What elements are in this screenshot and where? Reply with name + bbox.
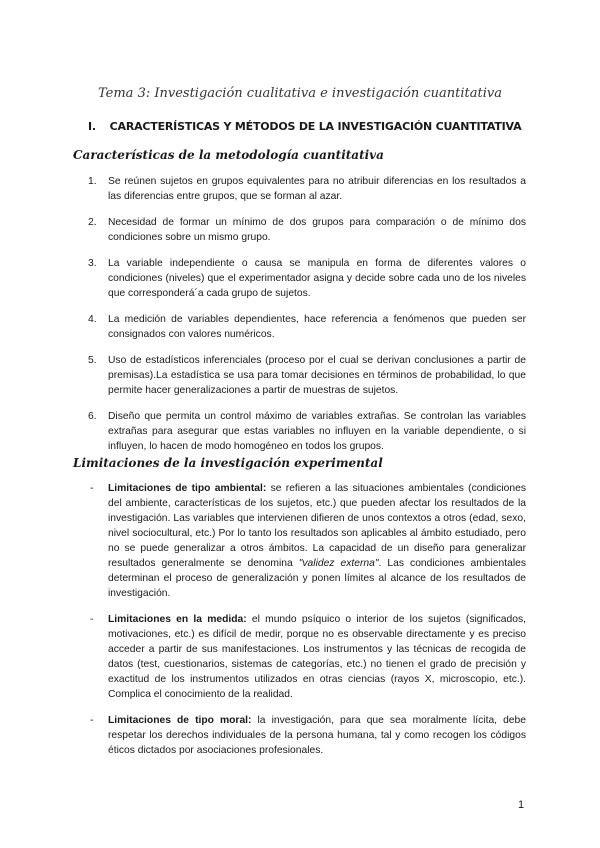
section-number: I. — [88, 120, 96, 133]
dash-bullet: - — [90, 483, 94, 494]
list-item — [88, 481, 526, 601]
item-text: Necesidad de formar un mínimo de dos grupos para comparación o de mínimo dos condiciones sobre un mismo grupo. — [108, 217, 526, 243]
item-text: Diseño que permita un control máximo de variables extrañas. Se controlan las variables extrañas para asegurar que estas variables no influyen en la variable dependiente, o si influyen, lo hacen de modo homogéneo en todos los grupos. — [108, 411, 526, 452]
item-number: 4. — [88, 314, 97, 325]
item-label: Limitaciones de tipo ambiental: — [108, 483, 267, 494]
list-item — [88, 612, 526, 702]
item-label: Limitaciones en la medida: — [108, 614, 247, 625]
item-number: 2. — [88, 217, 97, 228]
list-item — [88, 174, 526, 204]
item-label: Limitaciones de tipo moral: — [108, 715, 252, 726]
item-number: 5. — [88, 355, 97, 366]
item-number: 6. — [88, 411, 97, 422]
item-text: Se reúnen sujetos en grupos equivalentes para no atribuir diferencias en los resultados a las diferencias entre grupos, que se forman al azar. — [108, 176, 526, 202]
caracteristicas-heading: Características de la metodología cuantitativa — [73, 148, 384, 162]
list-item — [88, 312, 526, 342]
item-text: la investigación, para que sea moralmente lícita, debe respetar los derechos individuales de la persona humana, tal y como recogen los códigos éticos dictados por asociaciones profesionales. — [108, 715, 526, 756]
list-item — [88, 353, 526, 398]
item-text: Uso de estadísticos inferenciales (proceso por el cual se derivan conclusiones a partir de premisas).La estadística se usa para tomar decisiones en términos de probabilidad, lo que permite hacer generalizaciones a partir de muestras de sujetos. — [108, 355, 526, 396]
dash-bullet: - — [90, 715, 94, 726]
list-item — [88, 713, 526, 758]
item-text: el mundo psíquico o interior de los sujetos (significados, motivaciones, etc.) es difícil de medir, porque no es observable directamente y es preciso acceder a partir de sus manifestaciones. Los instrumentos y las técnicas de recogida de datos (test, cuestionarios, sistemas de categorías, etc.) no tienen el grado de precisión y exactitud de los instrumentos utilizados en otras ciencias (rayos X, microscopio, etc.). Complica el conocimiento de la realidad. — [108, 614, 526, 700]
item-emphasis: "validez externa" — [298, 558, 379, 569]
item-text: se refieren a las situaciones ambientales (condiciones del ambiente, características de los sujetos, etc.) que pueden afectar los resultados de la investigación. Las variables que intervienen difieren de unos contextos a otros (edad, sexo, nivel sociocultural, etc.) Por lo tanto los resultados son aplicables al ámbito estudiado, pero no se puede generalizar a otros ámbitos. La capacidad de un diseño para generalizar resultados generalmente se denomina — [108, 483, 526, 569]
section-title: CARACTERÍSTICAS Y MÉTODOS DE LA INVESTIGACIÓN CUANTITATIVA — [109, 120, 522, 133]
item-number: 1. — [88, 176, 97, 187]
caracteristicas-list — [88, 174, 526, 465]
list-item — [88, 256, 526, 301]
dash-bullet: - — [90, 614, 94, 625]
item-text: La variable independiente o causa se manipula en forma de diferentes valores o condiciones (niveles) que el experimentador asigna y decide sobre cada uno de los niveles que corresponderá´a cada grupo de sujetos. — [108, 258, 526, 299]
list-item — [88, 409, 526, 454]
limitaciones-heading: Limitaciones de la investigación experimental — [73, 456, 383, 470]
section-heading — [88, 120, 521, 133]
item-text: La medición de variables dependientes, hace referencia a fenómenos que pueden ser consignados con valores numéricos. — [108, 314, 526, 340]
item-text-tail: . Las condiciones ambientales determinan el proceso de generalización y ponen límites al alcance de los resultados de investigación. — [108, 558, 526, 599]
document-title: Tema 3: Investigación cualitativa e investigación cuantitativa — [98, 86, 502, 101]
item-number: 3. — [88, 258, 97, 269]
page-number: 1 — [518, 799, 525, 811]
list-item — [88, 215, 526, 245]
limitaciones-list — [88, 481, 526, 769]
